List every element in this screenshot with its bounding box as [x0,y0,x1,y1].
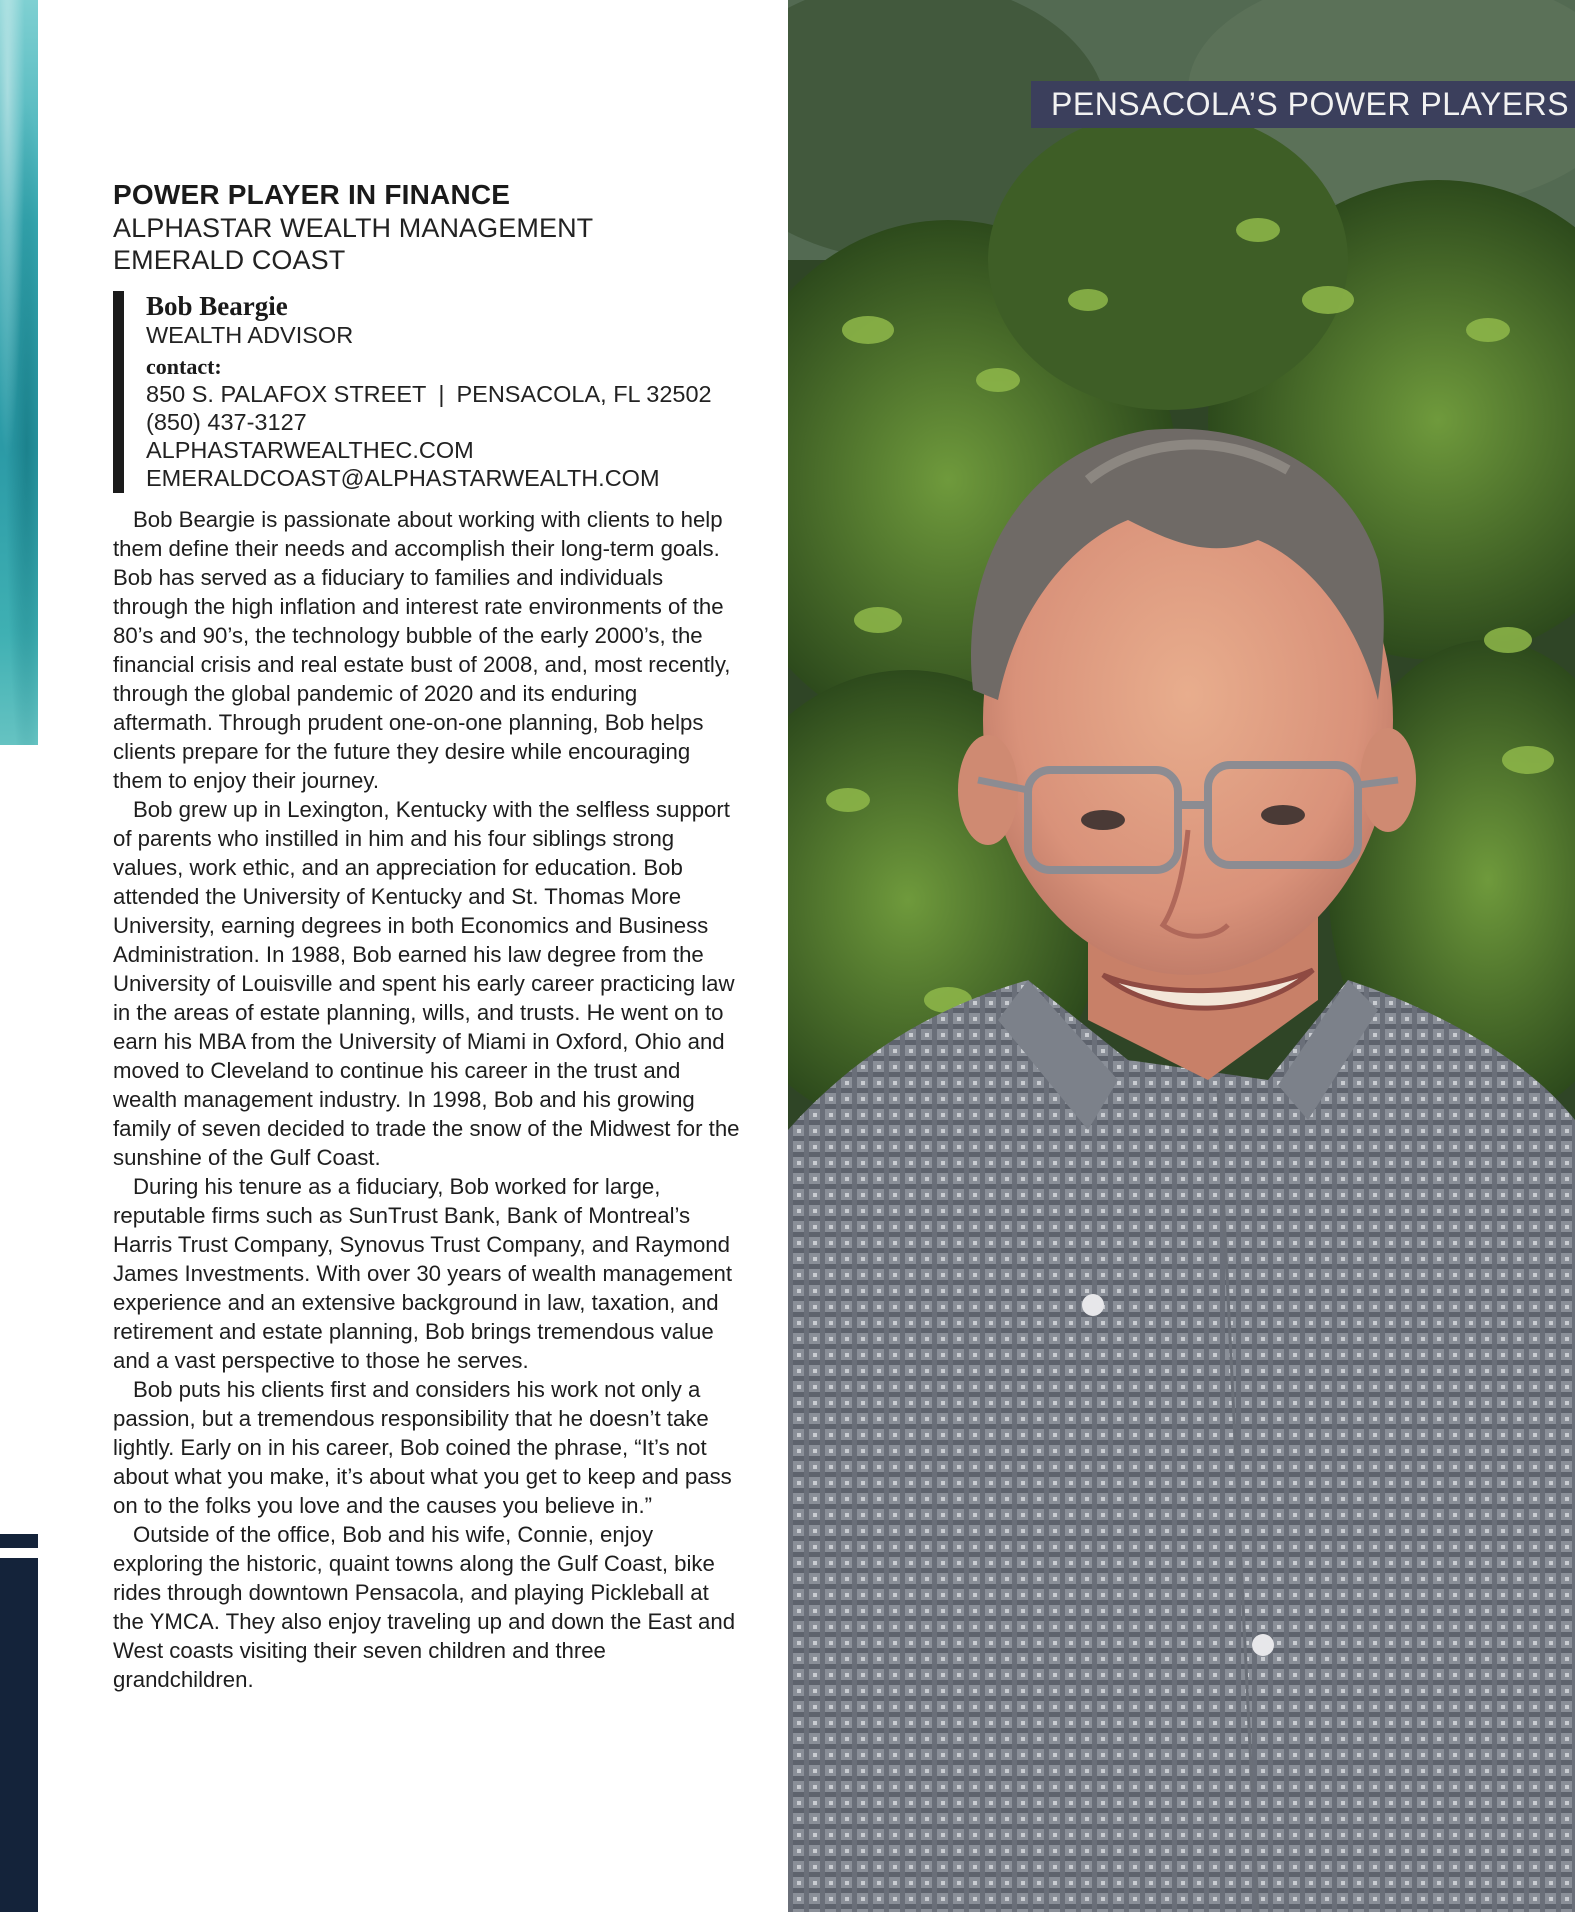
city-state-zip: PENSACOLA, FL 32502 [456,381,712,407]
website-link[interactable]: ALPHASTARWEALTHEC.COM [146,437,474,463]
body-paragraph: Bob Beargie is passionate about working with clients to help them define their needs and accomplish their long-term goals. Bob has served as a fiduciary to families and individuals through the high inflation and interest rate environments of the 80’s and 90’s, the technology bubble of the early 2000’s, the financial crisis and real estate bust of 2008, and, most recently, through the global pandemic of 2020 and its enduring aftermath. Through prudent one-on-one planning, Bob helps clients prepare for the future they desire while encouraging them to enjoy their journey. [113,507,731,793]
profile-header [113,178,743,276]
article-body [113,505,741,1694]
page-title: POWER PLAYER IN FINANCE [113,179,511,210]
body-paragraph: Bob grew up in Lexington, Kentucky with the selfless support of parents who instilled in him and his four siblings strong values, work ethic, and an appreciation for education. Bob attended the University of Kentucky and St. Thomas More University, earning degrees in both Economics and Business Administration. In 1988, Bob earned his law degree from the University of Louisville and spent his early career practicing law in the areas of estate planning, wills, and trusts. He went on to earn his MBA from the University of Miami in Oxford, Ohio and moved to Cleveland to continue his career in the trust and wealth management industry. In 1998, Bob and his growing family of seven decided to trade the snow of the Midwest for the sunshine of the Gulf Coast. [113,797,740,1170]
company-region: EMERALD COAST [113,245,346,275]
person-name: Bob Beargie [146,291,288,321]
address-line [146,380,753,408]
contact-label: contact: [146,354,222,379]
contact-card [113,291,753,493]
body-paragraph: During his tenure as a fiduciary, Bob worked for large, reputable firms such as SunTrust Bank, Bank of Montreal’s Harris Trust Company, Synovus Trust Company, and Raymond James Investments. With over 30 years of wealth management experience and an extensive background in law, taxation, and retirement and estate planning, Bob brings tremendous value and a vast perspective to those he serves. [113,1174,733,1373]
navy-edge-block [0,1558,38,1912]
body-paragraph: Outside of the office, Bob and his wife, Connie, enjoy exploring the historic, quaint towns along the Gulf Coast, bike rides through downtown Pensacola, and playing Pickleball at the YMCA. They also enjoy traveling up and down the East and West coasts visiting their seven children and three grandchildren. [113,1522,736,1692]
email-link[interactable]: EMERALDCOAST@ALPHASTARWEALTH.COM [146,465,660,491]
company-name: ALPHASTAR WEALTH MANAGEMENT [113,213,594,243]
phone-number[interactable]: (850) 437-3127 [146,409,307,435]
address-separator: | [438,381,445,407]
ocean-photo-strip [0,0,38,745]
street-address: 850 S. PALAFOX STREET [146,381,427,407]
body-paragraph: Bob puts his clients first and considers his work not only a passion, but a tremendous responsibility that he doesn’t take lightly. Early on in his career, Bob coined the phrase, “It’s not about what you make, it’s about what you get to keep and pass on to the folks you love and the causes you believe in.” [113,1377,732,1518]
portrait-photo [788,0,1575,1912]
section-banner: PENSACOLA’S POWER PLAYERS [1031,81,1575,128]
person-title: WEALTH ADVISOR [146,322,354,348]
navy-accent-bar [0,1534,38,1548]
